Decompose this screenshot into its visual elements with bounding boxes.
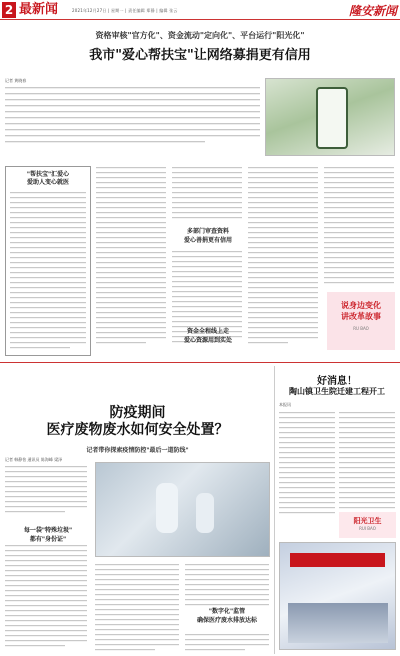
newspaper-logo: 隆安新闻 bbox=[348, 4, 397, 18]
story2-photo bbox=[95, 462, 270, 557]
story1-kicker: 资格审核"官方化"、资金流动"定向化"、平台运行"阳光化" bbox=[95, 31, 305, 40]
worker-figure bbox=[156, 483, 178, 533]
corner-en: RUI BAO bbox=[359, 526, 376, 531]
story2-subheadline: 记者带你探索疫情防控"最后一道防线" bbox=[86, 447, 189, 454]
story1-intro-text bbox=[5, 85, 260, 149]
corner-title: 阳光卫生 bbox=[353, 517, 382, 525]
section-divider bbox=[0, 362, 400, 363]
pink-box-title: 说身边变化 讲改革故事 bbox=[341, 301, 381, 321]
story1-headline: 我市"爱心帮扶宝"让网络募捐更有信用 bbox=[89, 48, 311, 63]
intro-lines bbox=[5, 85, 260, 149]
story3-byline: 本报讯 bbox=[279, 402, 291, 407]
phone-shape bbox=[316, 87, 348, 149]
story3-corner-box bbox=[339, 512, 396, 538]
story3-headline: 陶山镇卫生院迁建工程开工 bbox=[289, 387, 385, 396]
column-divider bbox=[274, 366, 275, 654]
section-number: 2 bbox=[2, 2, 16, 18]
story2-headline: 防疫期间 医疗废物废水如何安全处置？ bbox=[46, 405, 229, 438]
issue-meta: 2021年12月27日 | 星期一 | 责任编辑 郑静 | 编辑 张云 bbox=[72, 8, 178, 13]
story1-byline: 记者 黄晓春 bbox=[5, 78, 27, 83]
pink-box-en: RU BAO bbox=[353, 326, 369, 331]
story2-subhead-b: "数字化"监管 确保医疗废水排放达标 bbox=[196, 608, 257, 624]
story2-subhead-a: 每一袋"特殊垃圾" 都有"身份证" bbox=[23, 527, 73, 543]
story2-intro-lines bbox=[5, 464, 91, 524]
story2-col1-lines bbox=[5, 543, 91, 653]
masthead bbox=[0, 0, 400, 20]
sidebar-title: "帮扶宝"汇爱心 爱助人变心就医 bbox=[26, 171, 70, 186]
crowd-shape bbox=[288, 603, 388, 643]
story1-sidebar-box bbox=[5, 166, 91, 356]
phone-app-photo bbox=[265, 78, 395, 156]
story1-subhead-a: 多部门审查资料 爱心善捐更有信用 bbox=[183, 228, 232, 244]
section-name: 最新闻 bbox=[19, 2, 59, 17]
story3-kicker: 好消息！ bbox=[317, 376, 357, 387]
story1-pink-box bbox=[327, 292, 395, 350]
sidebar-lines bbox=[6, 190, 90, 360]
worker-figure-2 bbox=[196, 493, 214, 533]
ceremony-photo bbox=[279, 542, 396, 650]
story1-subhead-b: 资金全程线上走 爱心资源用到实处 bbox=[183, 328, 232, 344]
banner-shape bbox=[290, 553, 385, 567]
story2-byline: 记者 韩静怡 通讯员 陈海峰 梁泽 bbox=[5, 457, 63, 462]
